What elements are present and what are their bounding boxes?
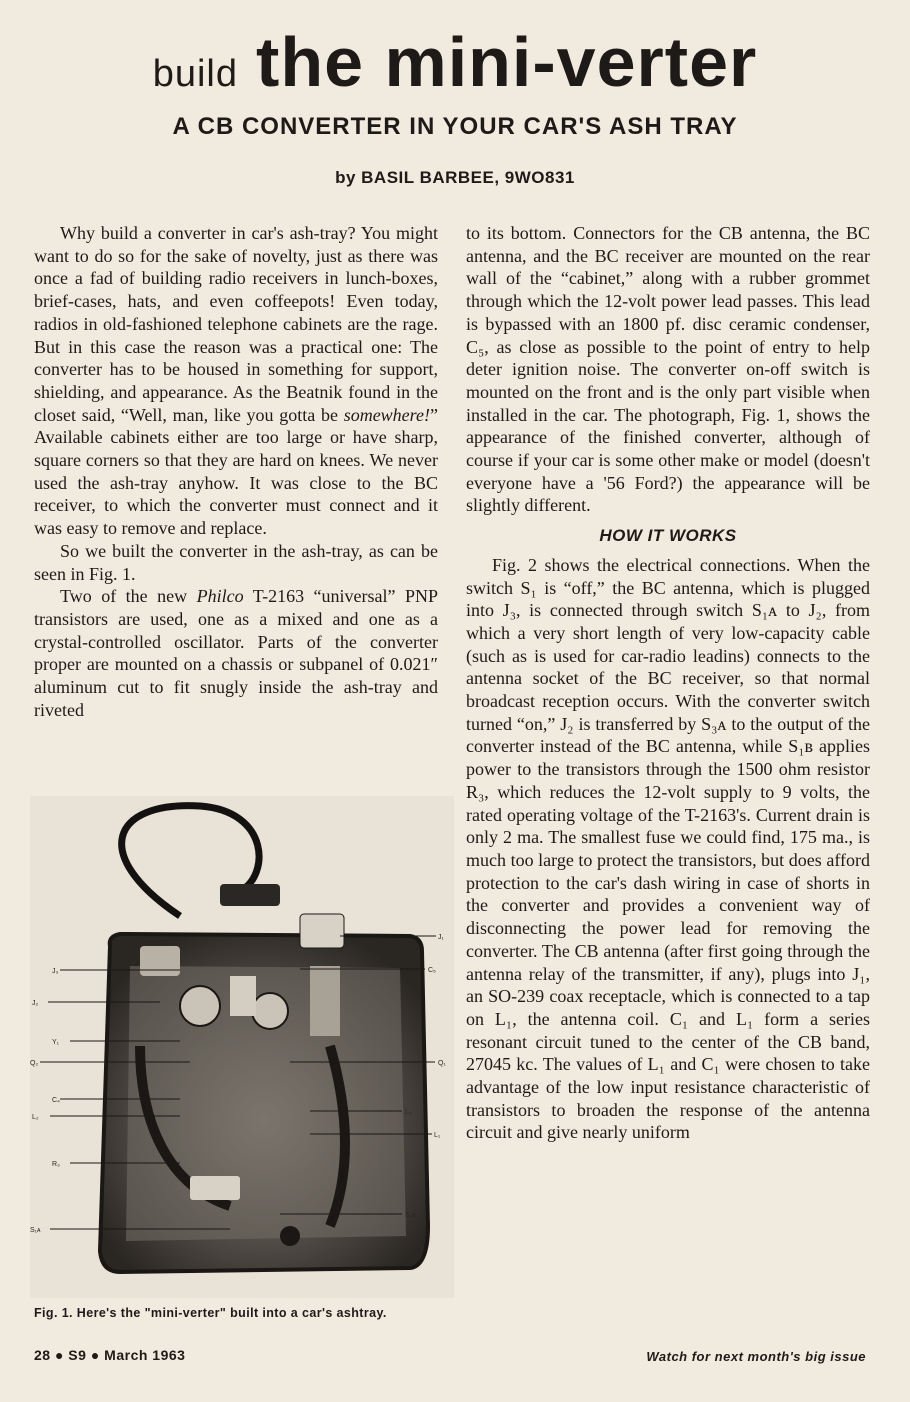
paragraph: Why build a converter in car's ash-tray? You might want to do so for the sake of novelty, just as there was once a fad of building radio receivers in lunch-boxes, brief-cases, hats, and even coffeepots! Even today, radios in old-fashioned telephone cabinets are the rage. But in this case the reason was a practical one: The converter has to be housed in something for support, shielding, and appearance. As the Beatnik found in the closet said, “Well, man, like you gotta be somewhere!” Available cabinets either are too large or have sharp, square corners so that they are hard on knees. We never used the ash-tray anyhow. It was close to the BC receiver, to which the converter must connect and it was easy to remove and replace.: [34, 223, 438, 539]
label-q2: Q₂: [30, 1060, 39, 1067]
article-subtitle: A CB CONVERTER IN YOUR CAR'S ASH TRAY: [172, 113, 738, 140]
paragraph: to its bottom. Connectors for the CB antenna, the BC antenna, and the BC receiver are mounted on the rear wall of the “cabinet,” along with a rubber grommet through which the 12-volt power lead passes. This lead is bypassed with an 1800 pf. disc ceramic condenser, C₅, as close as possible to the point of entry to help deter ignition noise. The converter on-off switch is mounted on the front and is the only part visible when installed in the car. The photograph, Fig. 1, shows the appearance of the finished converter, although of course if your car is some other make or model (doesn't everyone have a '56 Ford?) the appearance will be slightly different.: [466, 223, 870, 516]
figure-1-photo: [30, 796, 454, 1298]
paragraph: Two of the new Philco T-2163 “universal” PNP transistors are used, one as a mixed and one as a crystal-controlled oscillator. Parts of the converter proper are mounted on a chassis or subpanel of 0.021″ aluminum cut to fit snugly inside the ash-tray and riveted: [34, 586, 438, 720]
title-main: the mini-verter: [256, 23, 758, 101]
right-column: [466, 222, 870, 1144]
label-q1: Q₁: [438, 1060, 446, 1067]
title-prefix: build: [152, 53, 239, 95]
section-heading: HOW IT WORKS: [599, 526, 737, 546]
label-l3: L₃: [405, 1109, 412, 1116]
label-l2: L₂: [32, 1114, 39, 1121]
article-title: [0, 22, 910, 102]
page-footer-right: Watch for next month's big issue: [646, 1349, 866, 1364]
label-j3: J₃: [52, 968, 59, 975]
byline: by BASIL BARBEE, 9WO831: [335, 168, 575, 187]
label-j1: J₁: [438, 934, 444, 941]
label-s1b: S₁ʙ: [405, 1212, 416, 1219]
label-c5: C₅: [428, 967, 436, 974]
label-l1: L₁: [434, 1132, 441, 1139]
label-s1a: S₁ᴀ: [30, 1227, 41, 1234]
label-r3: R₃: [52, 1161, 60, 1168]
paragraph: Fig. 2 shows the electrical connections. When the switch S₁ is “off,” the BC antenna, which is plugged into J₃, is connected through switch S₁ᴀ to J₂, from which a very short length of very low-capacity cable (such as is used for car-radio leadins) connects to the antenna socket of the BC receiver, so that normal broadcast reception occurs. With the converter switch turned “on,” J₂ is transferred by S₃ᴀ to the output of the converter instead of the BC antenna, while S₁ʙ applies power to the transistors through the 1500 ohm resistor R₃, which reduces the 12-volt supply to 9 volts, the rated operating voltage of the T-2163's. Current drain is only 2 ma. The smallest fuse we could find, 175 ma., is much too large to protect the transistors, but does afford protection to the car's dash wiring in case of shorts in the converter and provides a convenient way of disconnecting the power lead for removing the converter. The CB antenna (after first going through the antenna relay of the transmitter, if any), plugs into J₁, an SO-239 coax receptacle, which is connected to a tap on L₁, the antenna coil. C₁ and L₁ form a series resonant circuit tuned to the center of the CB band, 27045 kc. The values of L₁ and C₁ were chosen to take advantage of the low input resistance characteristic of transistors to broaden the response of the antenna circuit and give nearly uniform: [466, 554, 870, 1143]
page-footer-left: 28 ● S9 ● March 1963: [34, 1347, 186, 1363]
figure-caption: Fig. 1. Here's the "mini-verter" built into a car's ashtray.: [34, 1306, 387, 1320]
left-column: [34, 222, 438, 721]
label-j2: J₂: [32, 1000, 39, 1007]
paragraph: So we built the converter in the ash-tray, as can be seen in Fig. 1.: [34, 540, 438, 584]
label-y1: Y₁: [52, 1039, 60, 1046]
label-c4: C₄: [52, 1097, 60, 1104]
